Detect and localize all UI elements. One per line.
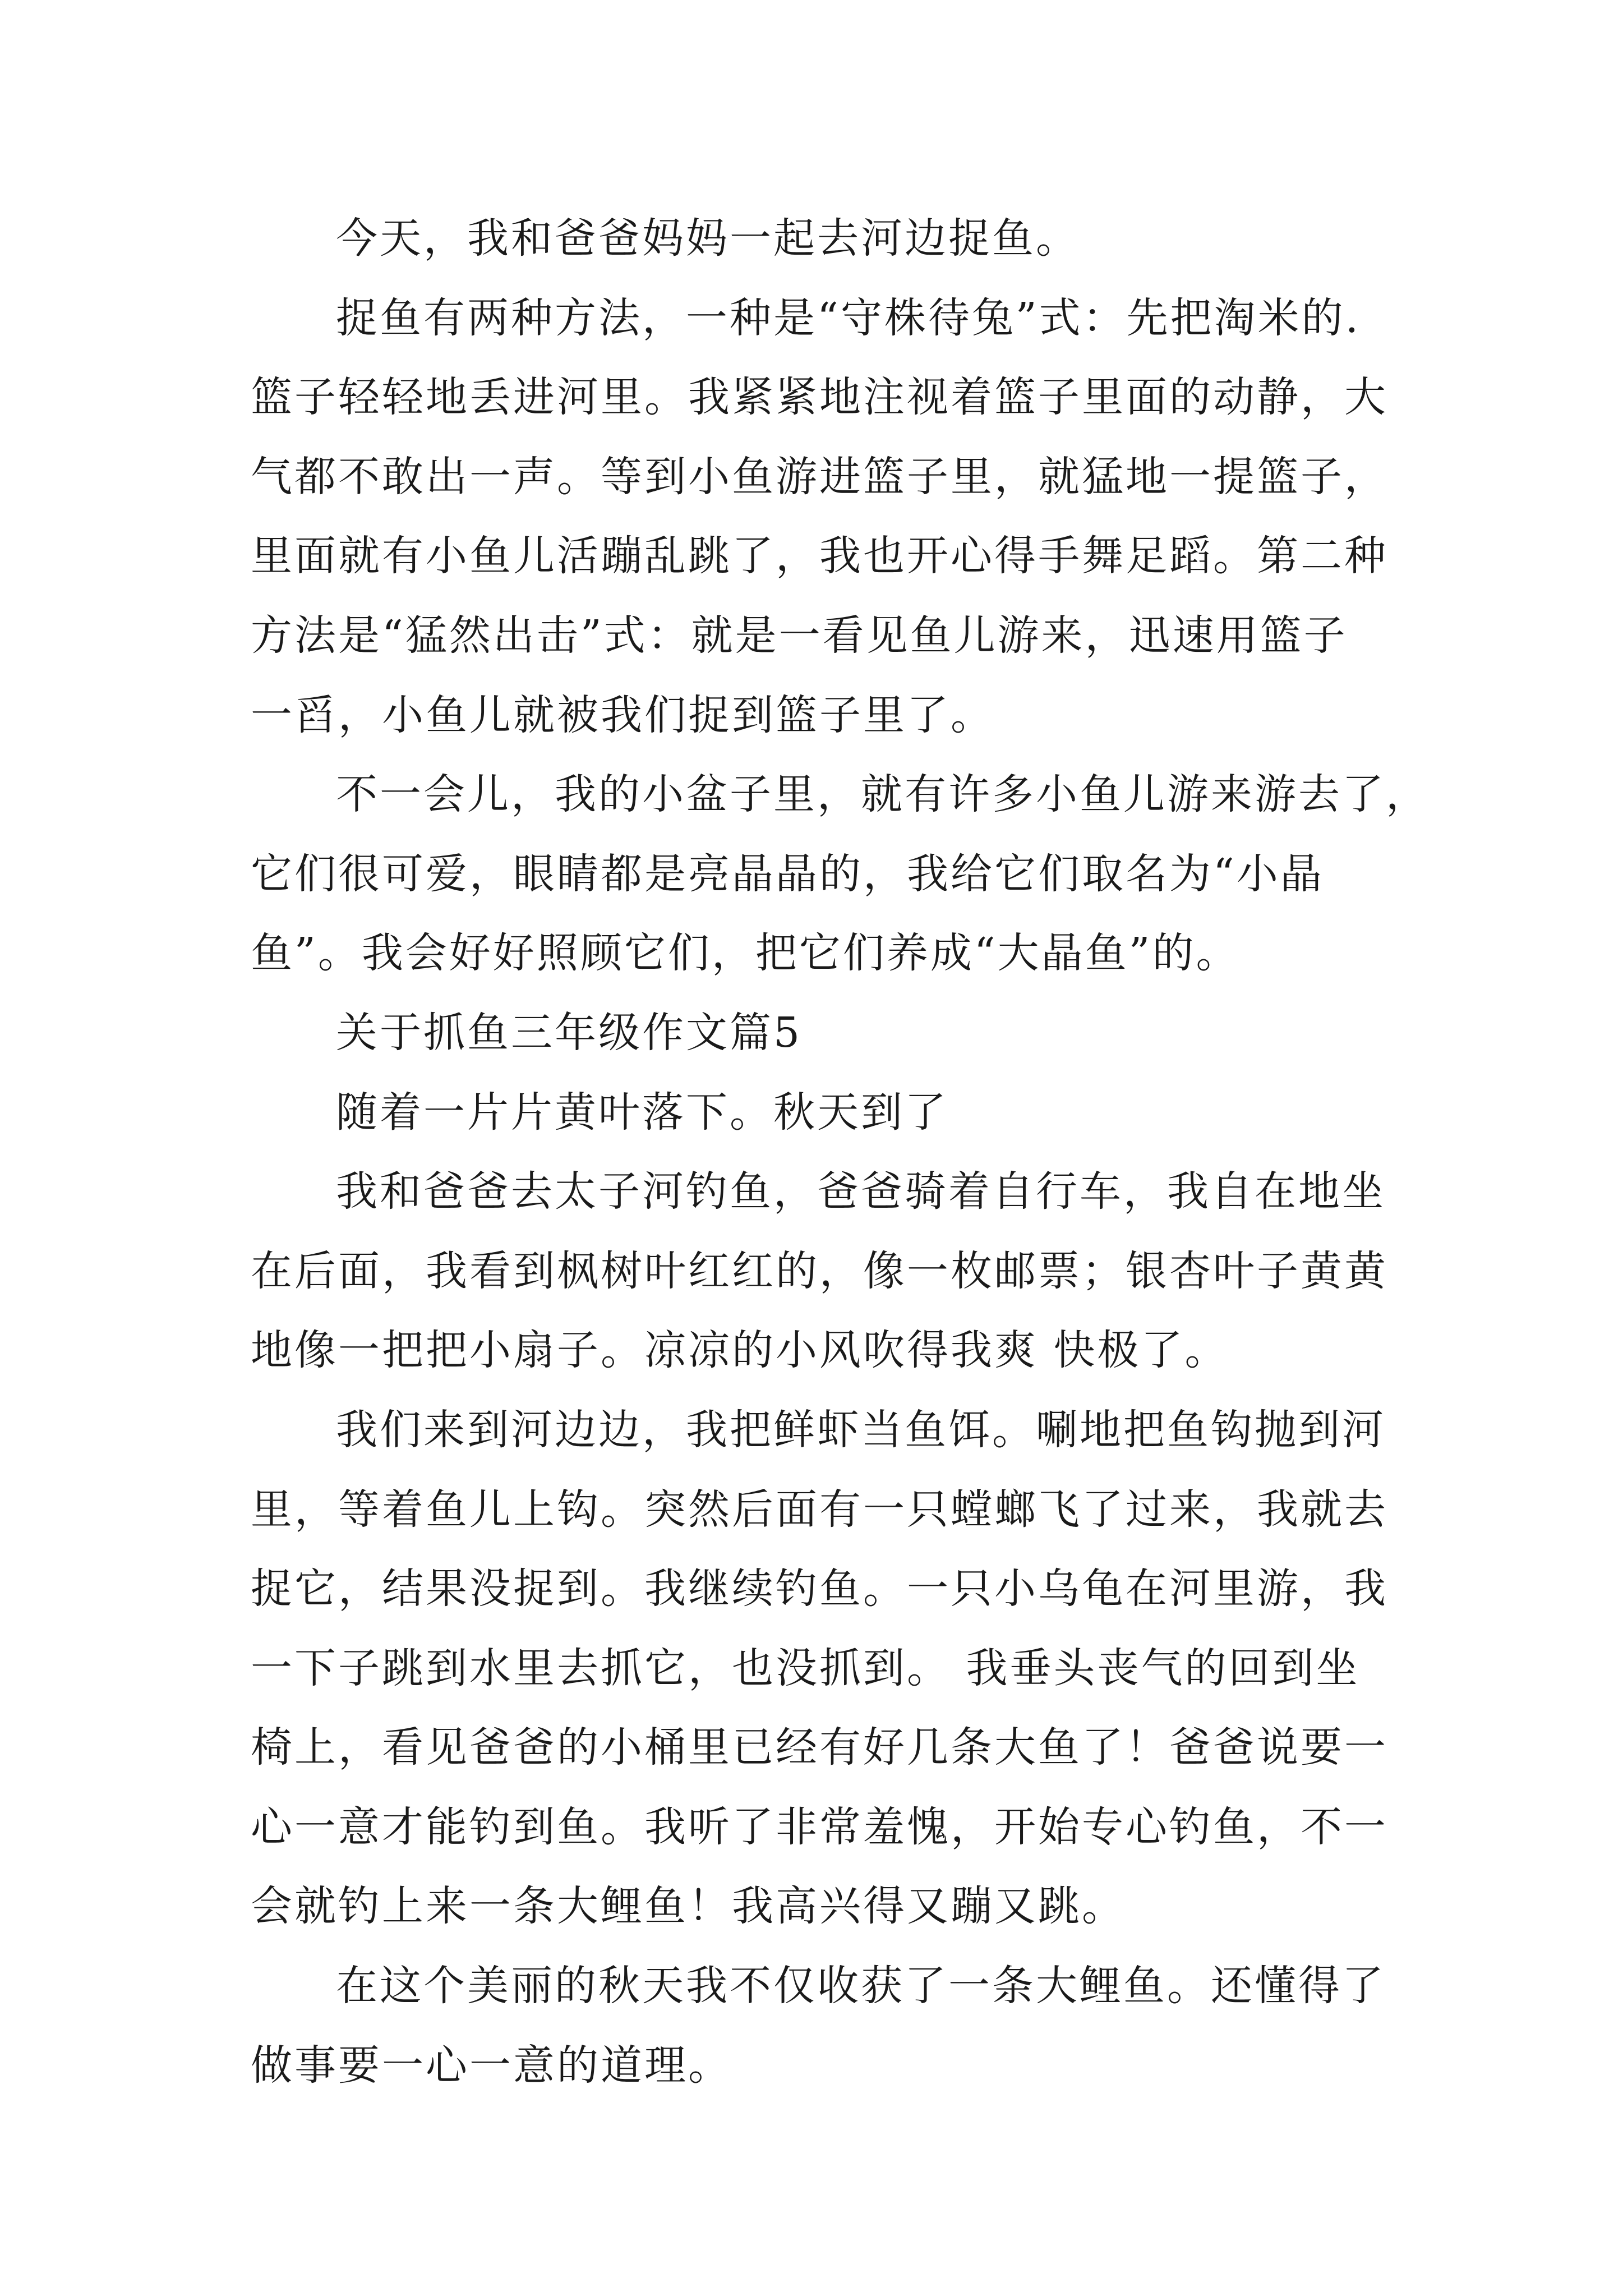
text-line: 随着一片片黄叶落下。秋天到了 [336,1088,948,1137]
text-line: 篮子轻轻地丢进河里。我紧紧地注视着篮子里面的动静，大 [251,373,1388,422]
section-heading: 关于抓鱼三年级作文篇5 [336,1008,803,1057]
text-line: 里面就有小鱼儿活蹦乱跳了，我也开心得手舞足蹈。第二种 [251,532,1388,581]
text-line: 心一意才能钓到鱼。我听了非常羞愧，开始专心钓鱼，不一 [251,1802,1388,1851]
text-line: 它们很可爱，眼睛都是亮晶晶的，我给它们取名为“小晶 [251,849,1324,898]
text-line: 不一会儿，我的小盆子里，就有许多小鱼儿游来游去了， [336,770,1430,819]
text-line: 椅上，看见爸爸的小桶里已经有好几条大鱼了！爸爸说要一 [251,1723,1388,1772]
text-line: 我和爸爸去太子河钓鱼，爸爸骑着自行车，我自在地坐 [336,1167,1386,1216]
text-line: 我们来到河边边，我把鲜虾当鱼饵。唰地把鱼钩抛到河 [336,1405,1386,1454]
text-line: 鱼”。我会好好照顾它们，把它们养成“大晶鱼”的。 [251,929,1240,978]
text-line: 里，等着鱼儿上钩。突然后面有一只螳螂飞了过来，我就去 [251,1485,1388,1534]
text-line: 做事要一心一意的道理。 [251,2041,732,2090]
text-line: 一舀，小鱼儿就被我们捉到篮子里了。 [251,691,994,739]
text-line: 在后面，我看到枫树叶红红的，像一枚邮票；银杏叶子黄黄 [251,1246,1388,1295]
text-line: 方法是“猛然出击”式：就是一看见鱼儿游来，迅速用篮子 [251,611,1348,660]
text-line: 一下子跳到水里去抓它，也没抓到。 我垂头丧气的回到坐 [251,1644,1360,1692]
text-line: 地像一把把小扇子。凉凉的小风吹得我爽 快极了。 [251,1326,1229,1375]
text-line: 捉它，结果没捉到。我继续钓鱼。一只小乌龟在河里游，我 [251,1565,1388,1613]
text-line: 气都不敢出一声。等到小鱼游进篮子里，就猛地一提篮子， [251,452,1388,501]
text-line: 在这个美丽的秋天我不仅收获了一条大鲤鱼。还懂得了 [336,1962,1386,2010]
text-line: 今天，我和爸爸妈妈一起去河边捉鱼。 [336,214,1080,263]
essay-body [251,199,1430,2105]
text-line: 会就钓上来一条大鲤鱼！我高兴得又蹦又跳。 [251,1882,1126,1931]
text-line: 捉鱼有两种方法，一种是“守株待兔”式：先把淘米的. [336,293,1361,342]
